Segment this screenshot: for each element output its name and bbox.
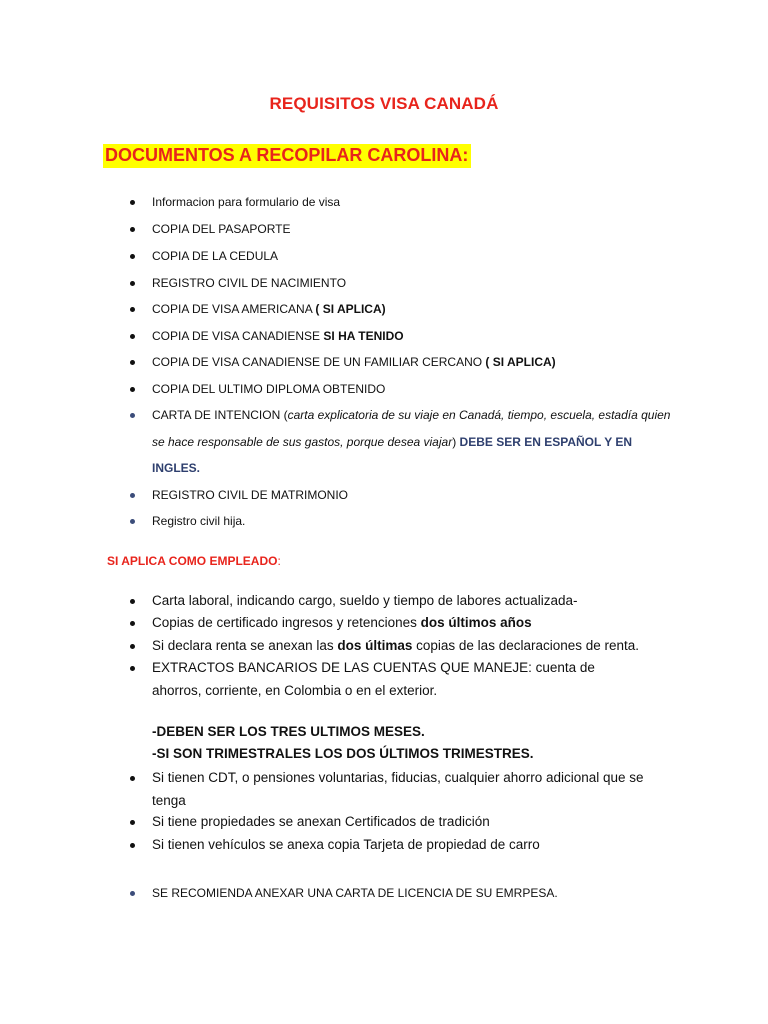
note-three-months: -DEBEN SER LOS TRES ULTIMOS MESES. — [152, 724, 425, 739]
bullet-icon — [130, 644, 135, 649]
bullet-icon — [130, 891, 135, 896]
bullet-icon — [130, 281, 135, 286]
bullet-icon — [130, 493, 135, 498]
page-title: REQUISITOS VISA CANADÁ — [269, 94, 499, 113]
bullet-icon — [130, 334, 135, 339]
bullet-icon — [130, 307, 135, 312]
bullet-icon — [130, 599, 135, 604]
bullet-icon — [130, 519, 135, 524]
bullet-icon — [130, 413, 135, 418]
bullet-icon — [130, 843, 135, 848]
document-page: REQUISITOS VISA CANADÁ DOCUMENTOS A RECOPILAR CAROLINA: Informacion para formulario de visa COPIA DEL PASAPORTE COPIA DE LA CEDULA REGISTRO CIVIL DE NACIMIENTO COPIA DE VISA AMERICANA ( SI APLICA) COPIA DE VISA CANADIENSE SI HA TENIDO COPIA DE VISA CANADIENSE DE UN FAMILIAR CERCANO ( SI APLICA) COPIA DEL ULTIMO DIPLOMA OBTENIDO CARTA DE INTENCION (carta explicatoria de su viaje en Canadá, tiempo, escuela, estadía quien se hace responsable de sus gastos, porque desea viajar) DEBE SER EN ESPAÑOL Y EN INGLES. REGISTRO CIVIL DE MATRIMONIO Registro civil hija. SI APLICA COMO EMPLEADO: Carta laboral, indicando cargo, sueldo y tiempo de labores actualizada- Copias de certificado ingresos y retenciones dos últimos años Si declara renta se anexan las dos últimas copias de las declaraciones de renta. EXTRACTOS BANCARIOS DE LAS CUENTAS QUE MANEJE: cuenta de ahorros, corriente, en Colombia o en el exterior. -DEBEN SER LOS TRES ULTIMOS MESES. -SI SON TRIMESTRALES LOS DOS ÚLTIMOS TRIMESTRES. Si tienen CDT, o pensiones voluntarias, fiducias, cualquier ahorro adicional que se tenga Si tiene propiedades se anexan Certificados de tradición Si tienen vehículos se anexa copia Tarjeta de propiedad de carro SE RECOMIENDA ANEXAR UNA CARTA DE LICENCIA DE SU EMRPESA. — [0, 0, 768, 1024]
bullet-icon — [130, 776, 135, 781]
bullet-icon — [130, 200, 135, 205]
bullet-icon — [130, 227, 135, 232]
bullet-icon — [130, 621, 135, 626]
bullet-icon — [130, 360, 135, 365]
documents-heading: DOCUMENTOS A RECOPILAR CAROLINA: — [103, 144, 471, 168]
note-quarterly: -SI SON TRIMESTRALES LOS DOS ÚLTIMOS TRIMESTRES. — [152, 746, 534, 761]
bullet-icon — [130, 666, 135, 671]
employee-section-label: SI APLICA COMO EMPLEADO: — [107, 554, 281, 568]
bullet-icon — [130, 820, 135, 825]
bullet-icon — [130, 387, 135, 392]
bullet-icon — [130, 254, 135, 259]
